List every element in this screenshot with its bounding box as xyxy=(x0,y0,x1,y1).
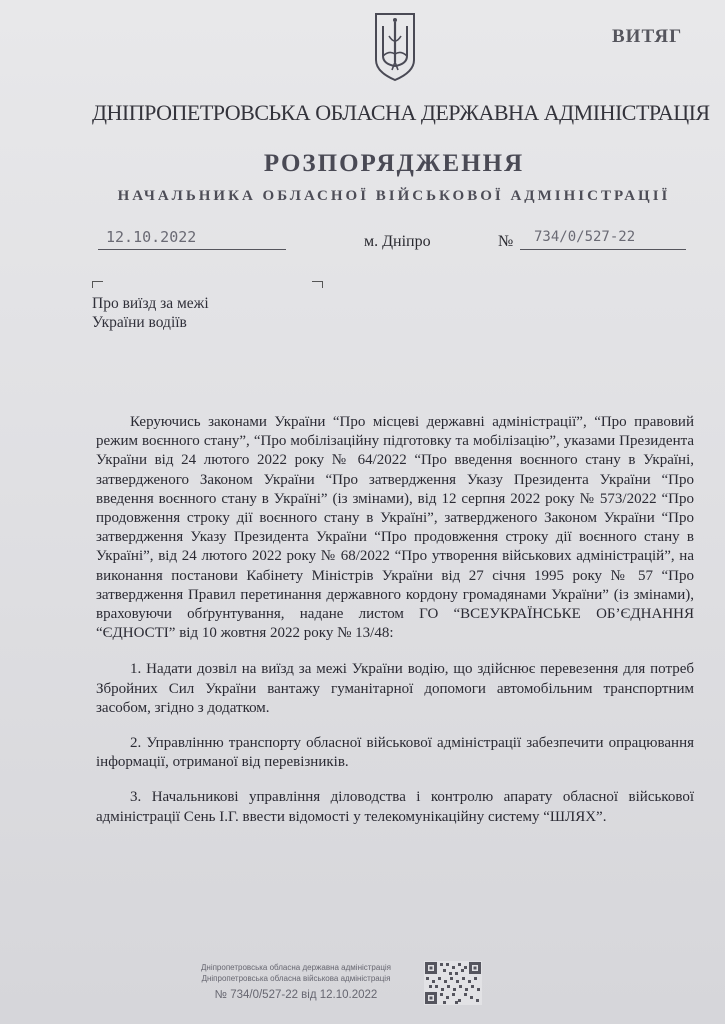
document-type: РОЗПОРЯДЖЕННЯ xyxy=(263,150,525,177)
document-city: м. Дніпро xyxy=(364,233,431,250)
stamp-line-1: Дніпропетровська обласна державна адміністрація xyxy=(200,963,392,972)
subject-line-1: Про виїзд за межі xyxy=(92,295,209,312)
trident-emblem-icon xyxy=(372,12,418,82)
item-3-paragraph: 3. Начальникові управління діловодства і контролю апарату обласної військової адміністрації Сень І.Г. ввести відомості у телекомунікаційну систему “ШЛЯХ”. xyxy=(96,789,694,825)
document-body xyxy=(96,413,694,843)
number-label: № xyxy=(498,233,514,250)
registration-stamp xyxy=(196,962,396,1004)
subject-bracket-right xyxy=(312,281,323,288)
extract-stamp: ВИТЯГ xyxy=(612,26,683,47)
subject-bracket-left xyxy=(92,281,103,288)
subject-block xyxy=(92,294,209,332)
document-date: 12.10.2022 xyxy=(98,228,286,250)
item-2-paragraph: 2. Управлінню транспорту обласної військової адміністрації забезпечити опрацювання інформації, отриманої від перевізників. xyxy=(96,735,694,771)
subject-line-2: України водіїв xyxy=(92,314,187,331)
stamp-line-3: № 734/0/527-22 від 12.10.2022 xyxy=(214,989,378,1001)
qr-code-icon xyxy=(424,961,482,1005)
document-subtitle: НАЧАЛЬНИКА ОБЛАСНОЇ ВІЙСЬКОВОЇ АДМІНІСТРАЦІЇ xyxy=(117,188,671,204)
stamp-line-2: Дніпропетровська обласна військова адміністрація xyxy=(201,974,391,983)
document-number: 734/0/527-22 xyxy=(520,229,686,250)
item-1-paragraph: 1. Надати дозвіл на виїзд за межі України водію, що здійснює перевезення для потреб Збройних Сил України вантажу гуманітарної допомоги автомобільним транспортним засобом, згідно з додатком. xyxy=(96,661,694,716)
intro-paragraph: Керуючись законами України “Про місцеві державні адміністрації”, “Про правовий режим воєнного стану”, “Про мобілізаційну підготовку та мобілізацію”, указами Президента України від 24 лютого 2022 року № 64/2022 “Про введення воєнного стану в Україні, затвердженого Законом України “Про затвердження Указу Президента України “Про введення воєнного стану в Україні” (із змінами), від 12 серпня 2022 року № 573/2022 “Про продовження строку дії воєнного стану в Україні”, затвердженого Законом України “Про затвердження Указу Президента України “Про продовження строку дії воєнного стану в Україні”, від 24 лютого 2022 року № 68/2022 “Про утворення військових адміністрацій”, на виконання постанови Кабінету Міністрів України від 27 січня 1995 року № 57 “Про затвердження Правил перетинання державного кордону громадянами України” (із змінами), враховуючи обґрунтування, надане листом ГО “ВСЕУКРАЇНСЬКЕ ОБ’ЄДНАННЯ “ЄДНОСТІ” від 10 жовтня 2022 року № 13/48: xyxy=(96,414,694,642)
administration-name: ДНІПРОПЕТРОВСЬКА ОБЛАСНА ДЕРЖАВНА АДМІНІСТРАЦІЯ xyxy=(92,100,710,125)
